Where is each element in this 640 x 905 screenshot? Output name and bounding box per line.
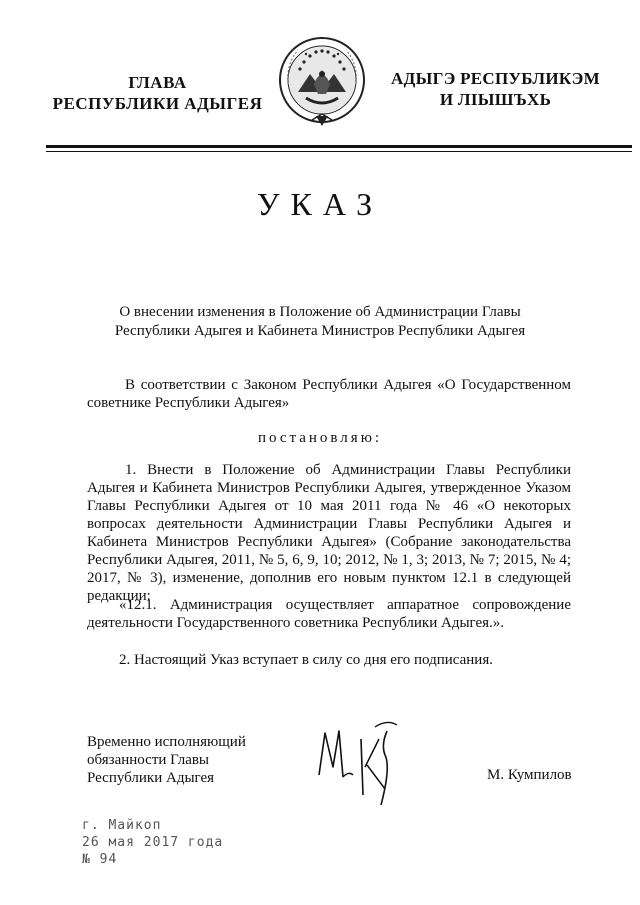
header-right [378,68,613,110]
signer-name: М. Кумпилов [487,767,572,783]
signer-title-line2: обязанности Главы [87,752,210,768]
stamp-number: № 94 [82,852,118,867]
signer-title-line1: Временно исполняющий [87,734,246,750]
header-left-line1: ГЛАВА [128,73,187,92]
header-rule-thick [46,145,632,148]
quoted-amendment: «12.1. Администрация осуществляет аппаратное сопровождение деятельности Государственного советника Республики Адыгея.». [87,597,571,631]
item-2-paragraph: 2. Настоящий Указ вступает в силу со дня его подписания. [119,652,493,668]
stamp-city: г. Майкоп [82,818,162,833]
header-left-line2: РЕСПУБЛИКИ АДЫГЕЯ [52,94,263,113]
item-1-paragraph: 1. Внести в Положение об Администрации Главы Республики Адыгея и Кабинета Министров Республики Адыгея, утвержденное Указом Главы Республики Адыгея от 10 мая 2011 года № 46 «О некоторых вопросах деятельности Администрации Главы Республики Адыгея и Кабинета Министров Республики Адыгея» (Собрание законодательства Республики Адыгея, 2011, № 5, 6, 9, 10; 2012, № 1, 3; 2013, № 7; 2015, № 4; 2017, № 3), изменение, дополнив его новым пунктом 12.1 в следующей редакции: [87,462,571,604]
adygea-coat-of-arms-icon [276,34,368,130]
signer-title-line3: Республики Адыгея [87,770,215,786]
header-rule-thin [46,151,632,152]
signer-title [87,733,287,787]
intro-paragraph: В соответствии с Законом Республики Адыгея «О Государственном советнике Республики Адыгея» [87,377,571,411]
header-right-line1: АДЫГЭ РЕСПУБЛИКЭМ [391,69,600,88]
header-left [40,72,275,114]
document-title: УКАЗ [256,186,384,222]
handwritten-signature [305,705,415,815]
header-right-line2: И ЛІЫШЪХЬ [439,90,552,109]
decree-subject: О внесении изменения в Положение об Администрации Главы Республики Адыгея и Кабинета Министров Республики Адыгея [114,304,526,339]
resolve-word: постановляю: [257,430,383,446]
stamp-date: 26 мая 2017 года [82,835,224,850]
